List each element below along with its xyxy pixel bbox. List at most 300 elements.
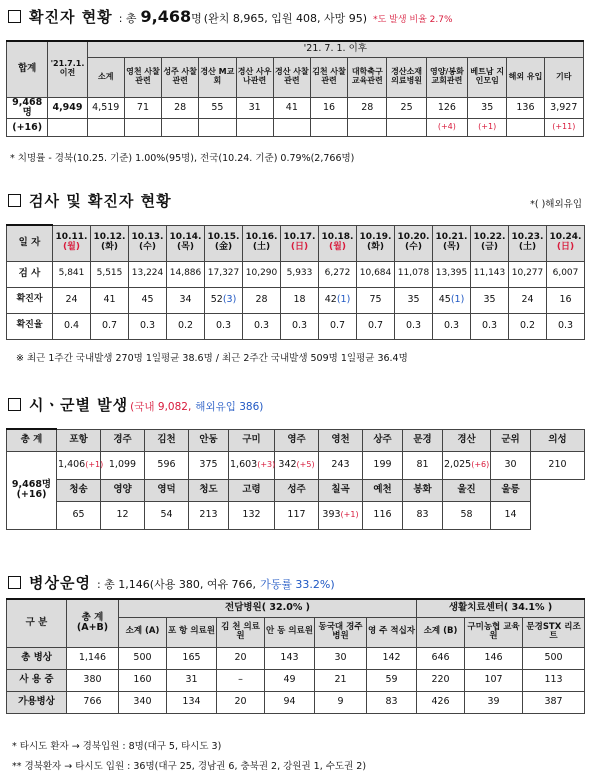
date-header-cell xyxy=(243,225,281,261)
region-empty-cell xyxy=(531,479,585,501)
region-value-cell xyxy=(531,451,585,479)
region-total-increase: (+16) xyxy=(16,489,47,500)
increase-value xyxy=(348,119,387,137)
case-count-cell xyxy=(281,287,319,313)
day-label: (日) xyxy=(556,242,575,252)
date-label: 10.14. xyxy=(169,232,202,243)
test-count: 17,327 xyxy=(205,261,243,287)
bed-value: 9 xyxy=(315,691,367,713)
date-header-cell xyxy=(129,225,167,261)
day-label: (金) xyxy=(214,242,233,252)
region-value: 30 xyxy=(504,458,517,470)
section3-heading xyxy=(8,394,263,415)
day-label: (土) xyxy=(518,242,537,252)
region-value-cell xyxy=(145,501,189,529)
section4-title: 병상운영 xyxy=(29,574,91,592)
region-value: 12 xyxy=(116,508,129,520)
region-name: 경산 xyxy=(443,429,491,451)
date-header-cell xyxy=(205,225,243,261)
subheader-cell: 경산 M교회 xyxy=(199,57,236,97)
case-count: 45 xyxy=(438,293,451,305)
region-name: 김천 xyxy=(145,429,189,451)
bed-value: 165 xyxy=(167,647,217,669)
date-header-cell xyxy=(53,225,91,261)
bed-value: 107 xyxy=(465,669,523,691)
center-col-header: 문경STX 리조트 xyxy=(523,617,585,647)
date-label: 10.13. xyxy=(131,232,164,243)
header-date: 일 자 xyxy=(7,225,53,261)
region-value-cell xyxy=(229,451,275,479)
region-value: 199 xyxy=(373,458,392,470)
fatality-footnote: * 치명률 - 경북(10.25. 기준) 1.00%(95명), 전국(10.24. 기준) 0.79%(2,766명) xyxy=(10,153,355,164)
row-label-tests: 검 사 xyxy=(7,261,53,287)
bed-value: 134 xyxy=(167,691,217,713)
bed-value: 20 xyxy=(217,691,265,713)
test-count: 5,933 xyxy=(281,261,319,287)
region-name: 구미 xyxy=(229,429,275,451)
region-value: 1,603 xyxy=(230,458,258,470)
bed-value: 160 xyxy=(119,669,167,691)
region-value-cell xyxy=(275,501,319,529)
increase-value xyxy=(310,119,347,137)
case-count: 28 xyxy=(255,293,268,305)
weekly-footnote: ※ 최근 1주간 국내발생 270명 1일평균 38.6명 / 최근 2주간 국내발생 509명 1일평균 36.4명 xyxy=(16,353,408,364)
region-value-cell xyxy=(403,451,443,479)
region-value-cell xyxy=(57,451,104,479)
region-value-cell xyxy=(491,451,531,479)
center-col-header: 구미농협 교육원 xyxy=(465,617,523,647)
case-rate: 0.2 xyxy=(167,313,205,339)
section1-heading xyxy=(8,6,453,27)
row-label-rate: 확진율 xyxy=(7,313,53,339)
bed-value: 500 xyxy=(523,647,585,669)
bed-value: 220 xyxy=(417,669,465,691)
case-count-cell xyxy=(509,287,547,313)
region-value: 65 xyxy=(72,508,85,520)
date-header-cell xyxy=(395,225,433,261)
test-count: 6,007 xyxy=(547,261,585,287)
region-value-cell xyxy=(229,501,275,529)
bed-table xyxy=(6,598,585,714)
bed-value: 94 xyxy=(265,691,315,713)
case-count: 52 xyxy=(210,293,223,305)
row-value: 28 xyxy=(162,97,199,119)
region-value: 54 xyxy=(160,508,173,520)
case-count: 24 xyxy=(521,293,534,305)
date-label: 10.16. xyxy=(245,232,278,243)
region-name: 칠곡 xyxy=(319,479,363,501)
checkbox-square-icon xyxy=(8,10,21,23)
bed-value: 146 xyxy=(465,647,523,669)
row-value: 25 xyxy=(387,97,426,119)
date-label: 10.12. xyxy=(93,232,126,243)
increase-value xyxy=(124,119,161,137)
section3-title: 시ㆍ군별 발생 xyxy=(29,396,129,414)
row-total: 9,468명 xyxy=(7,97,48,119)
date-header-cell xyxy=(547,225,585,261)
region-name: 예천 xyxy=(363,479,403,501)
region-name: 울진 xyxy=(443,479,491,501)
date-label: 10.18. xyxy=(321,232,354,243)
row-value: 16 xyxy=(310,97,347,119)
increase-value: (+1) xyxy=(468,119,507,137)
region-name: 상주 xyxy=(363,429,403,451)
bed-value: 143 xyxy=(265,647,315,669)
region-value: 243 xyxy=(331,458,350,470)
region-value: 213 xyxy=(199,508,218,520)
case-count: 34 xyxy=(179,293,192,305)
region-value: 117 xyxy=(287,508,306,520)
section4-heading xyxy=(8,572,335,593)
bed-value: 387 xyxy=(523,691,585,713)
region-value: 393 xyxy=(322,508,341,520)
region-value-cell xyxy=(363,451,403,479)
section2-legend: *( )해외유입 xyxy=(530,199,582,210)
region-name: 울릉 xyxy=(491,479,531,501)
day-label: (목) xyxy=(177,242,194,252)
region-value: 1,406 xyxy=(58,458,86,470)
region-value-cell xyxy=(101,451,145,479)
region-value: 1,099 xyxy=(108,458,137,470)
region-value-cell xyxy=(403,501,443,529)
region-name: 영천 xyxy=(319,429,363,451)
date-label: 10.24. xyxy=(549,232,582,243)
bed-value: 20 xyxy=(217,647,265,669)
region-name: 의성 xyxy=(531,429,585,451)
region-value: 596 xyxy=(157,458,176,470)
row-value: 4,519 xyxy=(87,97,124,119)
date-header-cell xyxy=(509,225,547,261)
case-count: 35 xyxy=(407,293,420,305)
region-increase: (+6) xyxy=(471,459,490,469)
increase-value xyxy=(507,119,544,137)
region-value-cell xyxy=(443,451,491,479)
checkbox-square-icon xyxy=(8,194,21,207)
subheader-cell: 대학축구 교육관련 xyxy=(348,57,387,97)
bed-row-label: 가용병상 xyxy=(7,691,67,713)
center-col-header: 소계 (B) xyxy=(417,617,465,647)
subheader-cell: 경산 사찰관련 xyxy=(273,57,310,97)
day-label: (금) xyxy=(481,242,498,252)
region-value: 81 xyxy=(416,458,429,470)
increase-value: (+11) xyxy=(544,119,583,137)
date-header-cell xyxy=(91,225,129,261)
case-count-cell xyxy=(53,287,91,313)
header-before: '21.7.1. 이전 xyxy=(48,41,87,97)
region-value: 342 xyxy=(278,458,297,470)
case-count: 41 xyxy=(103,293,116,305)
section1-detail: (완치 8,965, 입원 408, 사망 95) xyxy=(203,12,368,25)
case-rate: 0.4 xyxy=(53,313,91,339)
date-label: 10.17. xyxy=(283,232,316,243)
region-name: 문경 xyxy=(403,429,443,451)
test-count: 14,886 xyxy=(167,261,205,287)
bed-value: 59 xyxy=(367,669,417,691)
region-value-cell xyxy=(57,501,101,529)
bed-value: 500 xyxy=(119,647,167,669)
case-count: 24 xyxy=(65,293,78,305)
day-label: (월) xyxy=(329,242,346,252)
section2-heading xyxy=(8,190,172,211)
date-label: 10.19. xyxy=(359,232,392,243)
row-value: 3,927 xyxy=(544,97,583,119)
case-count: 35 xyxy=(483,293,496,305)
day-label: (목) xyxy=(443,242,460,252)
header-gubun: 구 분 xyxy=(7,599,67,647)
hospital-col-header: 안 동 의료원 xyxy=(265,617,315,647)
day-label: (화) xyxy=(367,242,384,252)
date-label: 10.15. xyxy=(207,232,240,243)
checkbox-square-icon xyxy=(8,398,21,411)
case-rate: 0.3 xyxy=(243,313,281,339)
case-count-cell xyxy=(91,287,129,313)
case-count-cell xyxy=(471,287,509,313)
hospital-col-header: 포 항 의료원 xyxy=(167,617,217,647)
date-header-cell xyxy=(167,225,205,261)
bed-note-2: ** 경북환자 → 타시도 입원 : 36명(대구 25, 경남권 6, 충북권 2, 강원권 1, 수도권 2) xyxy=(12,761,367,772)
case-count: 42 xyxy=(324,293,337,305)
region-name: 봉화 xyxy=(403,479,443,501)
region-name: 청송 xyxy=(57,479,101,501)
row-value: 71 xyxy=(124,97,161,119)
day-label: (日) xyxy=(290,242,309,252)
bed-value: – xyxy=(217,669,265,691)
case-count-cell xyxy=(319,287,357,313)
header-center: 생활치료센터( 34.1% ) xyxy=(417,599,585,617)
section4-prefix: : 총 1,146(사용 380, 여유 766, xyxy=(96,578,257,591)
increase-value: (+4) xyxy=(426,119,467,137)
region-increase: (+1) xyxy=(85,459,104,469)
test-count: 10,277 xyxy=(509,261,547,287)
row-value: 126 xyxy=(426,97,467,119)
region-value-cell xyxy=(319,501,363,529)
bed-row-label: 총 병상 xyxy=(7,647,67,669)
bed-value: 83 xyxy=(367,691,417,713)
case-rate: 0.7 xyxy=(357,313,395,339)
increase-value xyxy=(87,119,124,137)
subheader-cell: 해외 유입 xyxy=(507,57,544,97)
section1-prefix: : 총 xyxy=(118,12,137,25)
case-rate: 0.7 xyxy=(91,313,129,339)
region-name: 군위 xyxy=(491,429,531,451)
checkbox-square-icon xyxy=(8,576,21,589)
bed-value: 380 xyxy=(67,669,119,691)
test-table xyxy=(6,224,585,340)
bed-value: 30 xyxy=(315,647,367,669)
bed-value: 113 xyxy=(523,669,585,691)
case-foreign: (1) xyxy=(450,293,465,305)
region-value: 375 xyxy=(199,458,218,470)
region-value-cell xyxy=(491,501,531,529)
header-after: '21. 7. 1. 이후 xyxy=(87,41,583,57)
section3-domestic: (국내 9,082, xyxy=(130,401,192,413)
region-increase: (+5) xyxy=(296,459,315,469)
day-label: (土) xyxy=(252,242,271,252)
case-count-cell xyxy=(167,287,205,313)
region-value: 210 xyxy=(548,458,567,470)
region-name: 성주 xyxy=(275,479,319,501)
section1-ratio: *도 발생 비율 2.7% xyxy=(373,15,453,25)
bed-value: 340 xyxy=(119,691,167,713)
case-count-cell xyxy=(547,287,585,313)
date-header-cell xyxy=(281,225,319,261)
region-value-cell xyxy=(443,501,491,529)
region-increase: (+1) xyxy=(340,509,359,519)
bed-value: 766 xyxy=(67,691,119,713)
hospital-col-header: 소계 (A) xyxy=(119,617,167,647)
section1-total: 9,468 xyxy=(140,7,192,26)
test-count: 11,078 xyxy=(395,261,433,287)
region-name: 경주 xyxy=(101,429,145,451)
day-label: (수) xyxy=(405,242,422,252)
test-count: 13,395 xyxy=(433,261,471,287)
section4-rate: 가동률 33.2%) xyxy=(260,578,335,591)
case-count-cell xyxy=(357,287,395,313)
subheader-cell: 경산소재 의료병원 xyxy=(387,57,426,97)
bed-value: 49 xyxy=(265,669,315,691)
date-label: 10.22. xyxy=(473,232,506,243)
region-value-cell xyxy=(275,451,319,479)
subheader-cell: 영양/봉화 교회관련 xyxy=(426,57,467,97)
row-value: 41 xyxy=(273,97,310,119)
row-value: 31 xyxy=(236,97,273,119)
case-count-cell xyxy=(205,287,243,313)
test-count: 11,143 xyxy=(471,261,509,287)
bed-row-label: 사 용 중 xyxy=(7,669,67,691)
region-value: 2,025 xyxy=(444,458,472,470)
test-count: 10,684 xyxy=(357,261,395,287)
case-status-table xyxy=(6,40,584,137)
date-label: 10.11. xyxy=(55,232,88,243)
bed-value: 21 xyxy=(315,669,367,691)
hospital-col-header: 영 주 적십자 xyxy=(367,617,417,647)
region-table xyxy=(6,428,585,530)
date-header-cell xyxy=(471,225,509,261)
day-label: (화) xyxy=(101,242,118,252)
region-value-cell xyxy=(319,451,363,479)
case-rate: 0.3 xyxy=(129,313,167,339)
test-count: 13,224 xyxy=(129,261,167,287)
subheader-cell: 성주 사찰관련 xyxy=(162,57,199,97)
bed-value: 39 xyxy=(465,691,523,713)
case-count: 18 xyxy=(293,293,306,305)
bed-value: 426 xyxy=(417,691,465,713)
section1-unit: 명 xyxy=(191,12,202,25)
region-value: 14 xyxy=(504,508,517,520)
date-label: 10.23. xyxy=(511,232,544,243)
region-name: 안동 xyxy=(189,429,229,451)
increase-value xyxy=(162,119,199,137)
section3-overseas: 해외유입 386) xyxy=(195,401,264,413)
case-count-cell xyxy=(395,287,433,313)
case-count: 16 xyxy=(559,293,572,305)
header-total: 총 계 xyxy=(7,429,57,451)
case-count-cell xyxy=(433,287,471,313)
region-value-cell xyxy=(145,451,189,479)
case-rate: 0.3 xyxy=(547,313,585,339)
bed-value: 142 xyxy=(367,647,417,669)
increase-value xyxy=(273,119,310,137)
region-name: 고령 xyxy=(229,479,275,501)
case-rate: 0.3 xyxy=(205,313,243,339)
date-label: 10.21. xyxy=(435,232,468,243)
subheader-cell: 기타 xyxy=(544,57,583,97)
header-total: 총 계 (A+B) xyxy=(67,599,119,647)
region-name: 포항 xyxy=(57,429,101,451)
row-increase: (+16) xyxy=(7,119,48,137)
subheader-cell: 소계 xyxy=(87,57,124,97)
row-increase-before xyxy=(48,119,87,137)
region-name: 영덕 xyxy=(145,479,189,501)
region-name: 영양 xyxy=(101,479,145,501)
case-rate: 0.2 xyxy=(509,313,547,339)
header-total: 합계 xyxy=(7,41,48,97)
case-rate: 0.3 xyxy=(433,313,471,339)
case-count: 75 xyxy=(369,293,382,305)
subheader-cell: 베트남 지인모임 xyxy=(468,57,507,97)
subheader-cell: 경산 사우나관련 xyxy=(236,57,273,97)
increase-value xyxy=(199,119,236,137)
region-value-cell xyxy=(101,501,145,529)
date-label: 10.20. xyxy=(397,232,430,243)
region-increase: (+3) xyxy=(257,459,276,469)
increase-value xyxy=(236,119,273,137)
case-count: 45 xyxy=(141,293,154,305)
region-value-cell xyxy=(189,501,229,529)
date-header-cell xyxy=(433,225,471,261)
row-before: 4,949 xyxy=(48,97,87,119)
test-count: 10,290 xyxy=(243,261,281,287)
case-foreign: (1) xyxy=(336,293,351,305)
row-value: 55 xyxy=(199,97,236,119)
case-count-cell xyxy=(129,287,167,313)
region-value: 58 xyxy=(460,508,473,520)
date-header-cell xyxy=(319,225,357,261)
region-value: 83 xyxy=(416,508,429,520)
date-header-cell xyxy=(357,225,395,261)
region-total: 9,468명 xyxy=(11,478,52,490)
section1-title: 확진자 현황 xyxy=(29,8,113,26)
region-value-cell xyxy=(189,451,229,479)
header-hospital: 전담병원( 32.0% ) xyxy=(119,599,417,617)
case-count-cell xyxy=(243,287,281,313)
subheader-cell: 김천 사찰관련 xyxy=(310,57,347,97)
test-count: 5,841 xyxy=(53,261,91,287)
section2-title: 검사 및 확진자 현황 xyxy=(29,192,172,210)
hospital-col-header: 김 천 의료원 xyxy=(217,617,265,647)
day-label: (수) xyxy=(139,242,156,252)
test-count: 6,272 xyxy=(319,261,357,287)
region-value: 116 xyxy=(373,508,392,520)
region-value-cell xyxy=(363,501,403,529)
row-value: 28 xyxy=(348,97,387,119)
subheader-cell: 영천 사찰관련 xyxy=(124,57,161,97)
case-rate: 0.7 xyxy=(319,313,357,339)
case-foreign: (3) xyxy=(222,293,237,305)
row-value: 136 xyxy=(507,97,544,119)
case-rate: 0.3 xyxy=(471,313,509,339)
row-value: 35 xyxy=(468,97,507,119)
bed-value: 1,146 xyxy=(67,647,119,669)
region-name: 청도 xyxy=(189,479,229,501)
bed-note-1: * 타시도 환자 → 경북입원 : 8명(대구 5, 타시도 3) xyxy=(12,741,222,752)
region-value: 132 xyxy=(242,508,261,520)
hospital-col-header: 동국대 경주병원 xyxy=(315,617,367,647)
region-total-cell xyxy=(7,451,57,529)
region-empty-cell xyxy=(531,501,585,529)
case-rate: 0.3 xyxy=(281,313,319,339)
case-rate: 0.3 xyxy=(395,313,433,339)
